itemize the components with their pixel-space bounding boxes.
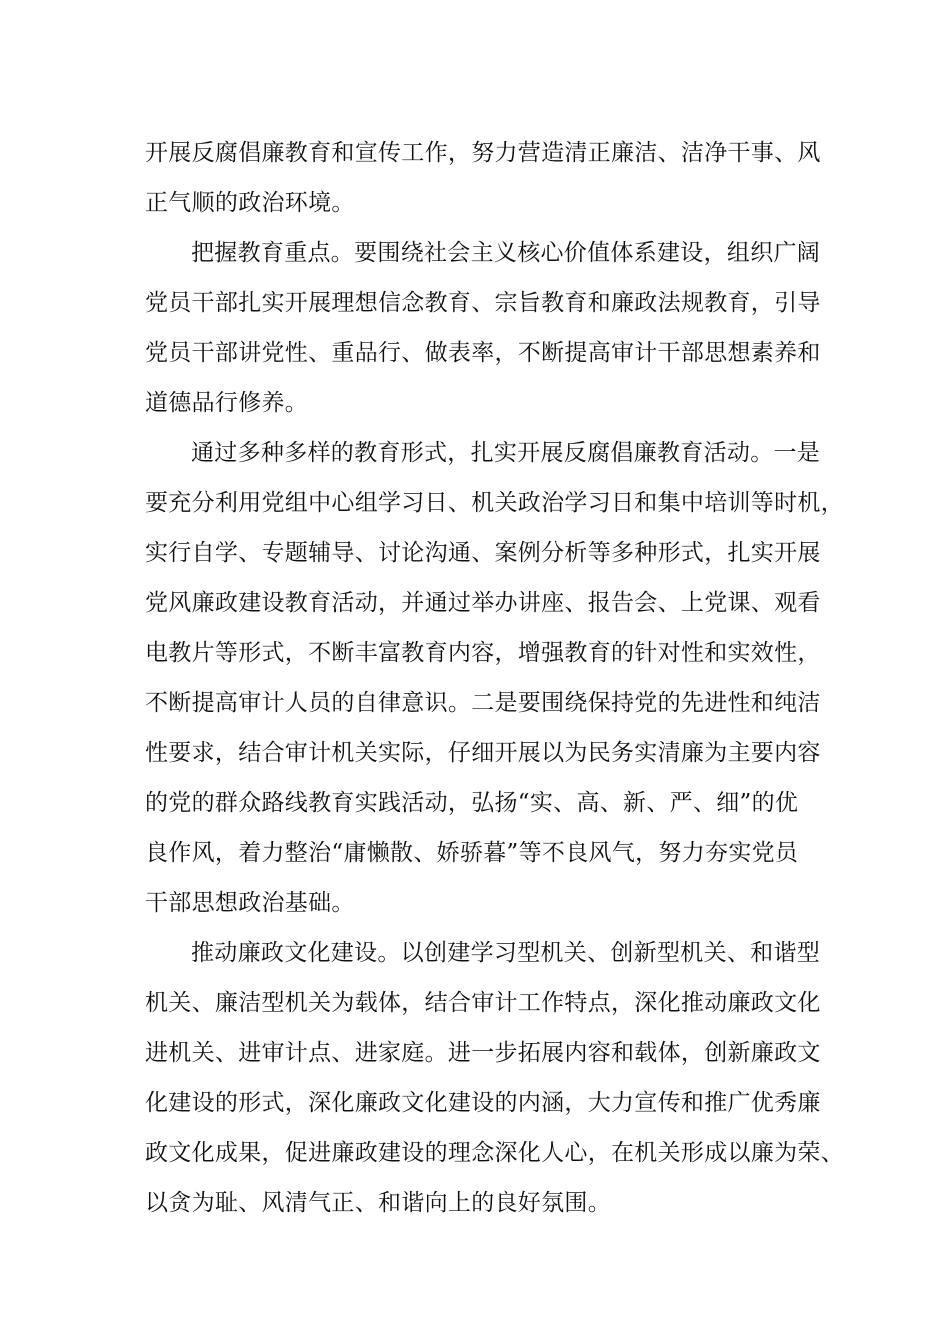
text-line: 以贪为耻、风清气正、和谐向上的良好氛围。 — [145, 1190, 611, 1216]
text-line: 性要求，结合审计机关实际，仔细开展以为民务实清廉为主要内容 — [145, 740, 821, 766]
text-line: 的党的群众路线教育实践活动，弘扬“实、高、新、严、细”的优 — [145, 790, 799, 816]
text-line: 电教片等形式，不断丰富教育内容，增强教育的针对性和实效性， — [145, 640, 821, 666]
text-line: 党风廉政建设教育活动，并通过举办讲座、报告会、上党课、观看 — [145, 590, 821, 616]
text-line: 化建设的形式，深化廉政文化建设的内涵，大力宣传和推广优秀廉 — [145, 1090, 821, 1116]
text-line: 进机关、进审计点、进家庭。进一步拓展内容和载体，创新廉政文 — [145, 1040, 821, 1066]
text-line: 不断提高审计人员的自律意识。二是要围绕保持党的先进性和纯洁 — [145, 690, 821, 716]
text-line: 党员干部讲党性、重品行、做表率，不断提高审计干部思想素养和 — [145, 340, 821, 366]
text-line: 干部思想政治基础。 — [145, 890, 355, 916]
text-line: 良作风，着力整治“庸懒散、娇骄暮”等不良风气，努力夯实党员 — [145, 840, 799, 866]
text-line: 正气顺的政治环境。 — [145, 190, 355, 216]
body-text — [145, 128, 844, 1228]
text-line: 开展反腐倡廉教育和宣传工作，努力营造清正廉洁、洁净干事、风 — [145, 140, 821, 166]
text-line: 通过多种多样的教育形式，扎实开展反腐倡廉教育活动。一是 — [191, 440, 821, 466]
text-line: 党员干部扎实开展理想信念教育、宗旨教育和廉政法规教育，引导 — [145, 290, 821, 316]
text-line: 政文化成果，促进廉政建设的理念深化人心，在机关形成以廉为荣、 — [145, 1140, 844, 1166]
text-line: 机关、廉洁型机关为载体，结合审计工作特点，深化推动廉政文化 — [145, 990, 821, 1016]
text-line: 实行自学、专题辅导、讨论沟通、案例分析等多种形式，扎实开展 — [145, 540, 821, 566]
text-line: 推动廉政文化建设。以创建学习型机关、创新型机关、和谐型 — [191, 940, 821, 966]
text-line: 把握教育重点。要围绕社会主义核心价值体系建设，组织广阔 — [191, 240, 821, 266]
text-line: 要充分利用党组中心组学习日、机关政治学习日和集中培训等时机， — [145, 490, 844, 516]
text-line: 道德品行修养。 — [145, 390, 309, 416]
